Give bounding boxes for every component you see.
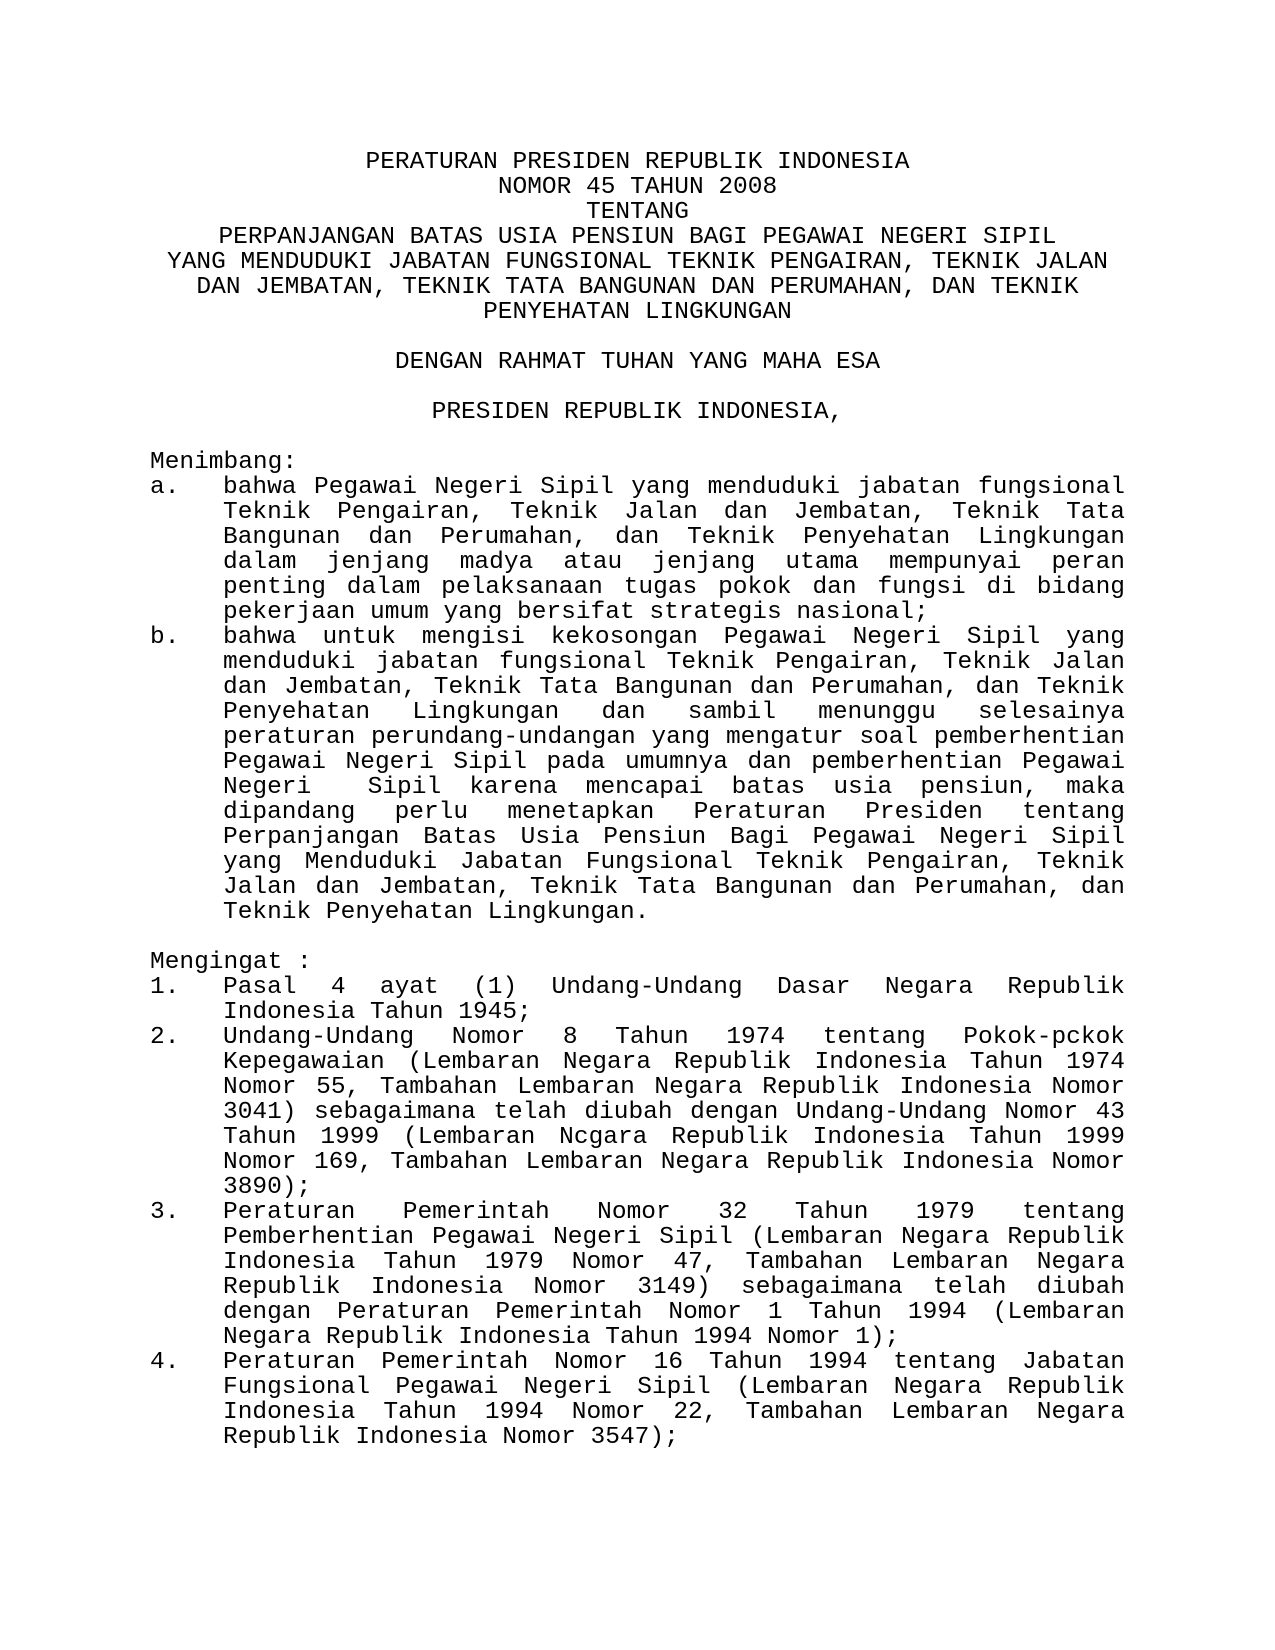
text-line: Kepegawaian (Lembaran Negara Republik Indonesia Tahun 1974	[223, 1049, 1125, 1076]
text-line: dengan Peraturan Pemerintah Nomor 1 Tahun 1994 (Lembaran	[223, 1299, 1125, 1326]
list-item-4	[150, 1350, 1125, 1450]
list-item-text	[223, 625, 1125, 925]
text-line: Teknik Penyehatan Lingkungan.	[223, 899, 650, 926]
list-item-label: 2.	[150, 1024, 180, 1051]
text-line: Republik Indonesia Nomor 3149) sebagaimana telah diubah	[223, 1274, 1125, 1301]
text-line: Nomor 55, Tambahan Lembaran Negara Republik Indonesia Nomor	[223, 1074, 1125, 1101]
list-item-label: b.	[150, 624, 180, 651]
spacer	[150, 425, 1125, 450]
text-line: Jalan dan Jembatan, Teknik Tata Bangunan dan Perumahan, dan	[223, 874, 1125, 901]
issuer-line: PRESIDEN REPUBLIK INDONESIA,	[431, 399, 844, 426]
list-item-label: 1.	[150, 974, 180, 1001]
list-item-label: 4.	[150, 1349, 180, 1376]
text-line: Negeri Sipil karena mencapai batas usia pensiun, maka	[223, 774, 1125, 801]
text-line: Fungsional Pegawai Negeri Sipil (Lembaran Negara Republik	[223, 1374, 1125, 1401]
text-line: Nomor 169, Tambahan Lembaran Negara Republik Indonesia Nomor	[223, 1149, 1125, 1176]
text-line: dalam jenjang madya atau jenjang utama mempunyai peran	[223, 549, 1125, 576]
list-item-3	[150, 1200, 1125, 1350]
text-line: Republik Indonesia Nomor 3547);	[223, 1424, 679, 1451]
text-line: yang Menduduki Jabatan Fungsional Teknik Pengairan, Teknik	[223, 849, 1125, 876]
text-line: Bangunan dan Perumahan, dan Teknik Penyehatan Lingkungan	[223, 524, 1125, 551]
title-line: DAN JEMBATAN, TEKNIK TATA BANGUNAN DAN PERUMAHAN, DAN TEKNIK	[196, 274, 1079, 301]
text-line: penting dalam pelaksanaan tugas pokok dan fungsi di bidang	[223, 574, 1125, 601]
list-item-a	[150, 475, 1125, 625]
text-line: dan Jembatan, Teknik Tata Bangunan dan Perumahan, dan Teknik	[223, 674, 1125, 701]
text-line: Teknik Pengairan, Teknik Jalan dan Jembatan, Teknik Tata	[223, 499, 1125, 526]
remembering-heading: Mengingat :	[150, 949, 312, 976]
spacer	[150, 325, 1125, 350]
considering-heading: Menimbang:	[150, 449, 298, 476]
spacer	[150, 925, 1125, 950]
list-item-b	[150, 625, 1125, 925]
text-line: bahwa Pegawai Negeri Sipil yang menduduki jabatan fungsional	[223, 474, 1125, 501]
text-line: Pasal 4 ayat (1) Undang-Undang Dasar Negara Republik	[223, 974, 1125, 1001]
spacer	[150, 375, 1125, 400]
invocation-line: DENGAN RAHMAT TUHAN YANG MAHA ESA	[394, 349, 881, 376]
text-line: Indonesia Tahun 1979 Nomor 47, Tambahan Lembaran Negara	[223, 1249, 1125, 1276]
text-line: 3890);	[223, 1174, 312, 1201]
list-item-text	[223, 475, 1125, 625]
text-line: Penyehatan Lingkungan dan sambil menunggu selesainya	[223, 699, 1125, 726]
text-line: Tahun 1999 (Lembaran Ncgara Republik Indonesia Tahun 1999	[223, 1124, 1125, 1151]
text-line: bahwa untuk mengisi kekosongan Pegawai Negeri Sipil yang	[223, 624, 1125, 651]
text-line: Indonesia Tahun 1994 Nomor 22, Tambahan Lembaran Negara	[223, 1399, 1125, 1426]
text-line: Pemberhentian Pegawai Negeri Sipil (Lembaran Negara Republik	[223, 1224, 1125, 1251]
title-line: PENYEHATAN LINGKUNGAN	[483, 299, 792, 326]
list-item-text	[223, 1350, 1125, 1450]
text-line: menduduki jabatan fungsional Teknik Pengairan, Teknik Jalan	[223, 649, 1125, 676]
document-title-block	[150, 150, 1125, 325]
list-item-label: a.	[150, 474, 180, 501]
list-item-text	[223, 975, 1125, 1025]
list-item-text	[223, 1025, 1125, 1200]
text-line: 3041) sebagaimana telah diubah dengan Undang-Undang Nomor 43	[223, 1099, 1125, 1126]
title-line: NOMOR 45 TAHUN 2008	[497, 174, 778, 201]
title-line: YANG MENDUDUKI JABATAN FUNGSIONAL TEKNIK PENGAIRAN, TEKNIK JALAN	[167, 249, 1108, 276]
text-line: peraturan perundang-undangan yang mengatur soal pemberhentian	[223, 724, 1125, 751]
text-line: Undang-Undang Nomor 8 Tahun 1974 tentang Pokok-pckok	[223, 1024, 1125, 1051]
list-item-label: 3.	[150, 1199, 180, 1226]
text-line: Peraturan Pemerintah Nomor 16 Tahun 1994 tentang Jabatan	[223, 1349, 1125, 1376]
title-line: PERPANJANGAN BATAS USIA PENSIUN BAGI PEGAWAI NEGERI SIPIL	[218, 224, 1057, 251]
title-line: TENTANG	[586, 199, 689, 226]
text-line: Perpanjangan Batas Usia Pensiun Bagi Pegawai Negeri Sipil	[223, 824, 1125, 851]
document-content	[150, 150, 1125, 1450]
text-line: Indonesia Tahun 1945;	[223, 999, 532, 1026]
list-item-2	[150, 1025, 1125, 1200]
text-line: Peraturan Pemerintah Nomor 32 Tahun 1979 tentang	[223, 1199, 1125, 1226]
text-line: pekerjaan umum yang bersifat strategis nasional;	[223, 599, 929, 626]
text-line: Negara Republik Indonesia Tahun 1994 Nomor 1);	[223, 1324, 900, 1351]
list-item-text	[223, 1200, 1125, 1350]
text-line: dipandang perlu menetapkan Peraturan Presiden tentang	[223, 799, 1125, 826]
title-line: PERATURAN PRESIDEN REPUBLIK INDONESIA	[365, 149, 910, 176]
text-line: Pegawai Negeri Sipil pada umumnya dan pemberhentian Pegawai	[223, 749, 1125, 776]
list-item-1	[150, 975, 1125, 1025]
